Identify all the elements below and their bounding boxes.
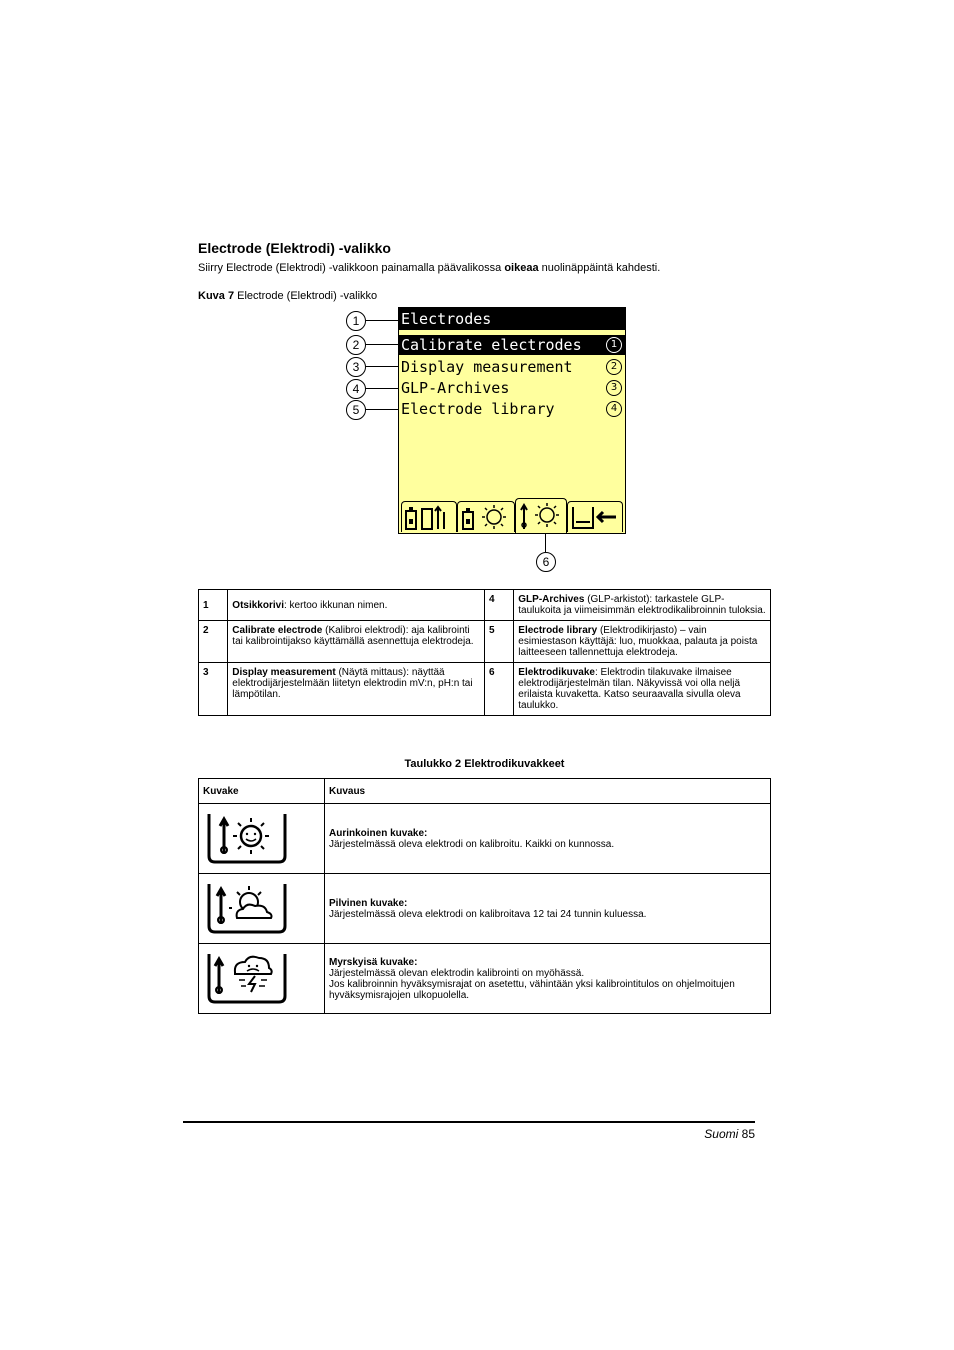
table-row [199, 621, 771, 663]
storm-icon [199, 944, 316, 1010]
table-row [199, 663, 771, 716]
callout-2: 2 [346, 335, 366, 355]
beaker-arrow-icon [568, 502, 622, 532]
menu-item-glp-archives[interactable]: GLP-Archives 3 [399, 378, 625, 398]
figure-label: Kuva 7 [198, 290, 235, 302]
column-header: Kuvake [199, 779, 325, 804]
table-row [199, 590, 771, 621]
menu-item-display-measurement[interactable]: Display measurement 2 [399, 357, 625, 377]
sun-icon [199, 804, 316, 870]
callout-4: 4 [346, 379, 366, 399]
callout-line [366, 320, 398, 321]
callout-line [366, 366, 398, 367]
cloud-icon [199, 874, 316, 940]
bottle-sun-icon [458, 502, 514, 532]
legend-text: Otsikkorivi: kertoo ikkunan nimen. [228, 590, 485, 621]
callout-line [366, 409, 398, 410]
electrode-sun-icon [516, 499, 566, 533]
legend-text: Elektrodikuvake: Elektrodin tilakuvake ilmaisee elektrodijärjestelmän tilan. Näkyvissä voi olla neljä erilaista kuvaketta. Katso seuraavalla sivulla oleva taulukko. [514, 663, 771, 716]
icon-description: Aurinkoinen kuvake: Järjestelmässä oleva elektrodi on kalibroitu. Kaikki on kunnossa. [325, 804, 771, 874]
callout-line [366, 388, 398, 389]
legend-number: 5 [484, 621, 513, 663]
table-row [199, 874, 771, 944]
callout-1: 1 [346, 311, 366, 331]
legend-text: GLP-Archives (GLP-arkistot): tarkastele GLP-taulukoita ja viimeisimmän elektrodikalibroinnin tuloksia. [514, 590, 771, 621]
icon-cell [199, 804, 325, 874]
legend-number: 1 [199, 590, 228, 621]
screen-title-bar: Electrodes [399, 308, 625, 330]
footer-rule [183, 1121, 755, 1123]
callout-3: 3 [346, 357, 366, 377]
callout-5: 5 [346, 400, 366, 420]
menu-item-number: 2 [606, 359, 622, 375]
callout-line [545, 534, 546, 552]
device-screen [398, 307, 626, 534]
callout-6: 6 [536, 552, 556, 572]
table-row [199, 944, 771, 1014]
column-header: Kuvaus [325, 779, 771, 804]
page-footer: Suomi 85 [704, 1127, 755, 1141]
icon-cell [199, 874, 325, 944]
intro-paragraph: Siirry Electrode (Elektrodi) -valikkoon painamalla päävalikossa oikeaa nuolinäppäintä kahdesti. [198, 262, 661, 274]
legend-table [198, 589, 771, 716]
legend-number: 4 [484, 590, 513, 621]
menu-item-number: 1 [606, 337, 622, 353]
legend-text: Display measurement (Näytä mittaus): näyttää elektrodijärjestelmään liitetyn elektrodin mV:n, pH:n tai lämpötilan. [228, 663, 485, 716]
figure-caption: Kuva 7 Electrode (Elektrodi) -valikko [198, 290, 378, 302]
icon-cell [199, 944, 325, 1014]
callout-line [366, 344, 398, 345]
legend-number: 2 [199, 621, 228, 663]
menu-item-electrode-library[interactable]: Electrode library 4 [399, 399, 625, 419]
table-row [199, 804, 771, 874]
tab-electrode-status[interactable] [515, 498, 567, 533]
legend-number: 3 [199, 663, 228, 716]
tab-beaker-arrow[interactable] [567, 501, 623, 532]
tab-bottle-sun[interactable] [457, 501, 515, 532]
table-header-row [199, 779, 771, 804]
intro-bold-word: oikeaa [504, 262, 539, 274]
bottle-electrode-icon [402, 502, 456, 532]
section-heading: Electrode (Elektrodi) -valikko [198, 240, 391, 256]
menu-item-calibrate-electrodes[interactable]: Calibrate electrodes 1 [399, 335, 625, 355]
legend-text: Calibrate electrode (Kalibroi elektrodi): aja kalibrointi tai kalibrointijakso käyttämällä asennettuja elektrodeja. [228, 621, 485, 663]
page-number: 85 [741, 1127, 755, 1141]
icon-description: Pilvinen kuvake: Järjestelmässä oleva elektrodi on kalibroitava 12 tai 24 tunnin kuluessa. [325, 874, 771, 944]
legend-number: 6 [484, 663, 513, 716]
menu-item-number: 3 [606, 380, 622, 396]
table-caption: Taulukko 2 Elektrodikuvakkeet [404, 758, 565, 770]
electrode-icons-table [198, 778, 771, 1014]
legend-text: Electrode library (Elektrodikirjasto) – vain esimiestason käyttäjä: luo, muokkaa, palauta ja poista laitteeseen tallennettuja elektrodeja. [514, 621, 771, 663]
menu-item-number: 4 [606, 401, 622, 417]
screen-tab-bar [399, 498, 625, 533]
icon-description: Myrskyisä kuvake: Järjestelmässä olevan elektrodin kalibrointi on myöhässä. Jos kalibroinnin hyväksymisrajat on asetettu, vähintään yksi kalibrointitulos on ohjelmoitujen hyväksymisrajojen ulkopuolella. [325, 944, 771, 1014]
tab-bottles[interactable] [401, 501, 457, 532]
